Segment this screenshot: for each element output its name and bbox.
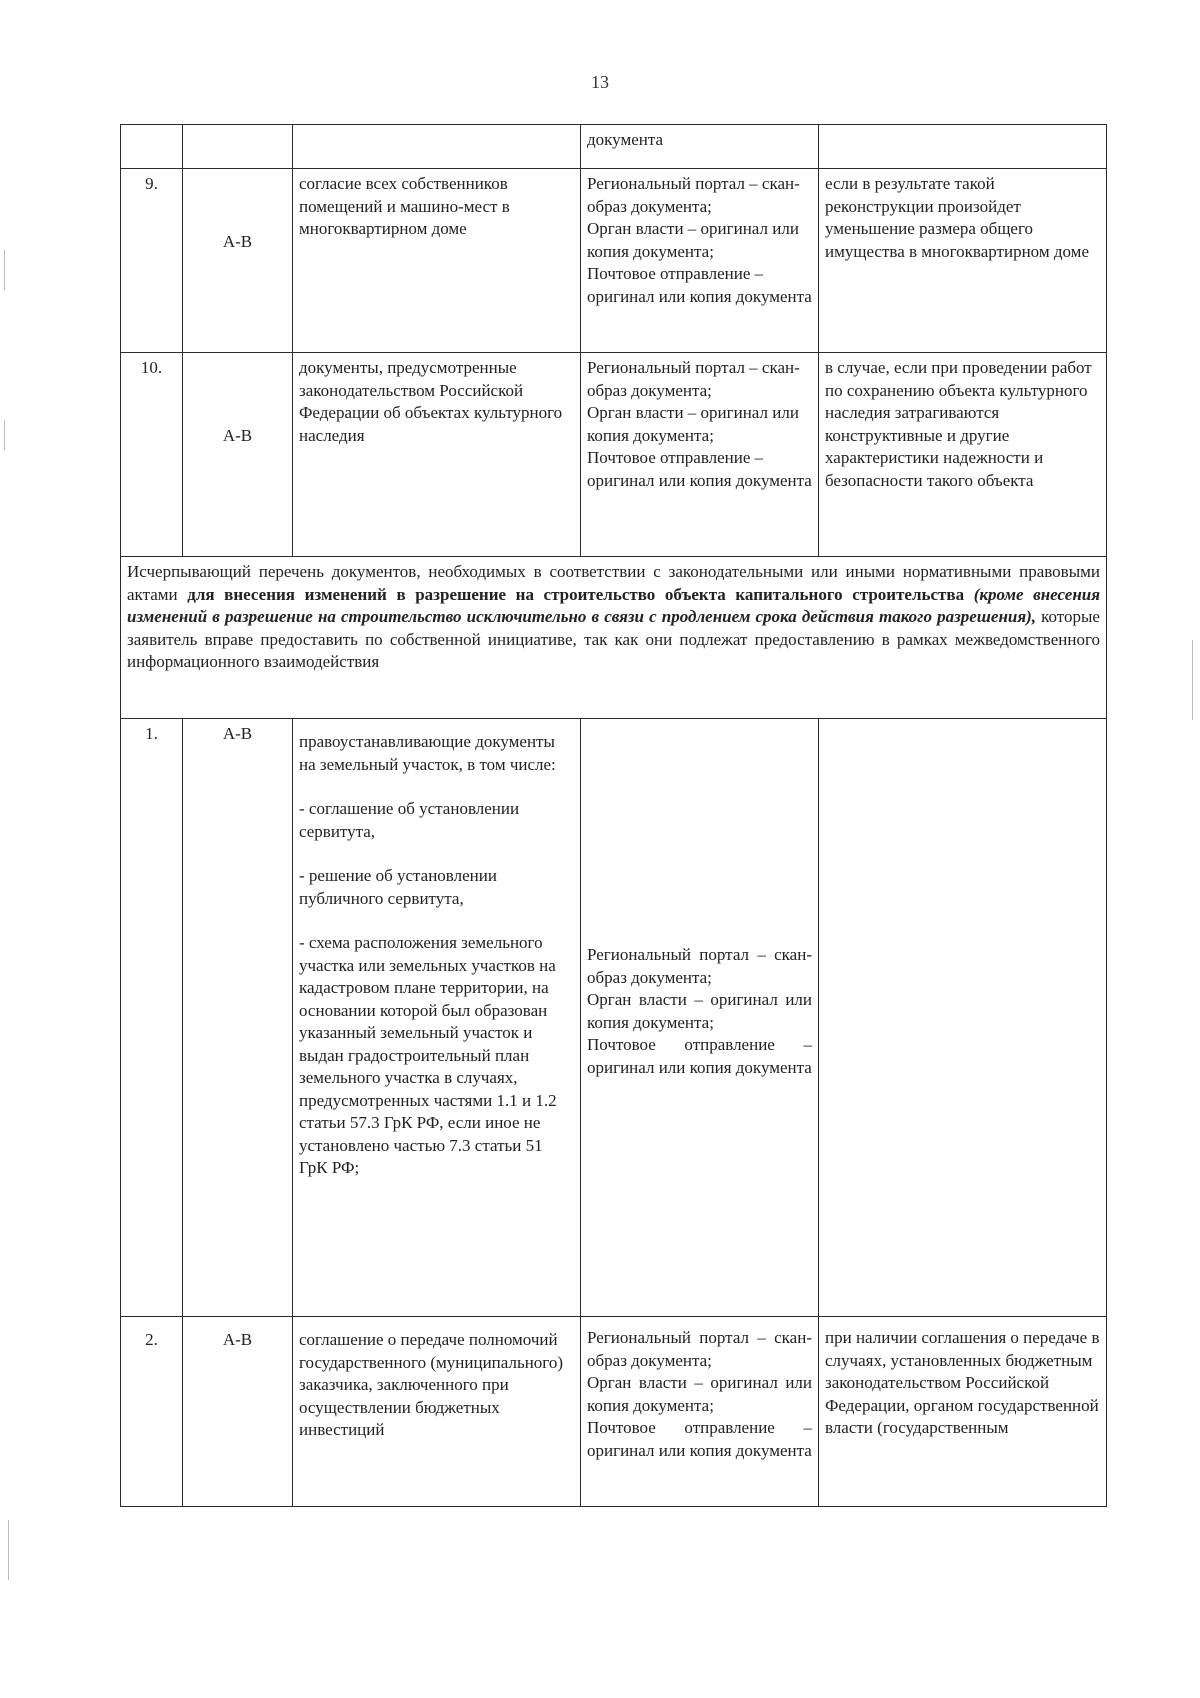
row-document: согласие всех собственников помещений и машино-мест в многоквартирном доме [293,169,581,353]
scan-margin-mark [8,1520,9,1580]
document-paragraph: правоустанавливающие документы на земельный участок, в том числе: [299,732,556,774]
row-number: 2. [121,1317,183,1507]
method-line: Региональный портал – скан-образ документа; [587,174,800,216]
row-document: документы, предусмотренные законодательством Российской Федерации об объектах культурного наследия [293,353,581,557]
scan-margin-mark [1192,640,1193,720]
row-category: А-В [183,1317,293,1507]
row-condition [819,125,1107,169]
row-category [183,125,293,169]
method-line: Орган власти – оригинал или копия документа; [587,403,799,445]
row-condition: если в результате такой реконструкции произойдет уменьшение размера общего имущества в многоквартирном доме [819,169,1107,353]
section-heading-row [121,557,1107,719]
row-method [581,169,819,353]
row-method [581,353,819,557]
table-row [121,125,1107,169]
row-number: 9. [121,169,183,353]
row-document: соглашение о передаче полномочий государственного (муниципального) заказчика, заключенного при осуществлении бюджетных инвестиций [293,1317,581,1507]
row-method [581,1317,819,1507]
documents-table [120,124,1107,1507]
table-row [121,169,1107,353]
row-method [581,125,819,169]
method-line: Орган власти – оригинал или копия документа; [587,1373,812,1415]
row-category: А-В [183,169,293,353]
method-line: Региональный портал – скан-образ документа; [587,358,800,400]
document-paragraph: - соглашение об установлении сервитута, [299,799,520,841]
method-line: Почтовое отправление – оригинал или копия документа [587,264,812,306]
row-document [293,125,581,169]
method-line: Региональный портал – скан-образ документа; [587,1328,812,1370]
row-document [293,719,581,1317]
row-category: А-В [183,353,293,557]
section-heading [121,557,1107,719]
row-method [581,719,819,1317]
scan-margin-mark [4,420,5,450]
table-row [121,719,1107,1317]
section-text-start: Исчерпывающий перечень документов, необходимых в соответствии с законодательными или иными нормативными правовыми актами [127,562,1100,604]
page-number: 13 [591,72,609,92]
row-condition [819,719,1107,1317]
method-line: Региональный портал – скан-образ документа; [587,945,812,987]
row-condition: при наличии соглашения о передаче в случаях, установленных бюджетным законодательством Российской Федерации, органом государственной власти (государственным [819,1317,1107,1507]
document-paragraph: - решение об установлении публичного сервитута, [299,866,497,908]
row-number: 1. [121,719,183,1317]
row-condition: в случае, если при проведении работ по сохранению объекта культурного наследия затрагиваются конструктивные и другие характеристики надежности и безопасности такого объекта [819,353,1107,557]
section-text-end: которые заявитель вправе предоставить по собственной инициативе, так как они подлежат предоставлению в рамках межведомственного информационного взаимодействия [127,607,1100,671]
table-row [121,353,1107,557]
section-text-bold: для внесения изменений в разрешение на строительство объекта капитального строительства [187,584,965,604]
method-line: Почтовое отправление – оригинал или копия документа [587,1035,812,1077]
method-line: Орган власти – оригинал или копия документа; [587,990,812,1032]
row-category: А-В [183,719,293,1317]
row-number: 10. [121,353,183,557]
table-row [121,1317,1107,1507]
scan-margin-mark [4,250,5,290]
method-line: документа [587,130,664,149]
row-number [121,125,183,169]
method-line: Почтовое отправление – оригинал или копия документа [587,1418,812,1460]
section-text-bold-italic: (кроме внесения изменений в разрешение на строительство исключительно в связи с продлением срока действия такого разрешения), [127,584,1100,626]
document-paragraph: - схема расположения земельного участка или земельных участков на кадастровом плане территории, на основании которой был образован указанный земельный участок и выдан градостроительный план земельного участка в случаях, предусмотренных частями 1.1 и 1.2 статьи 57.3 ГрК РФ, если иное не установлено частью 7.3 статьи 51 ГрК РФ; [299,933,557,1177]
method-line: Орган власти – оригинал или копия документа; [587,219,799,261]
method-line: Почтовое отправление – оригинал или копия документа [587,448,812,490]
